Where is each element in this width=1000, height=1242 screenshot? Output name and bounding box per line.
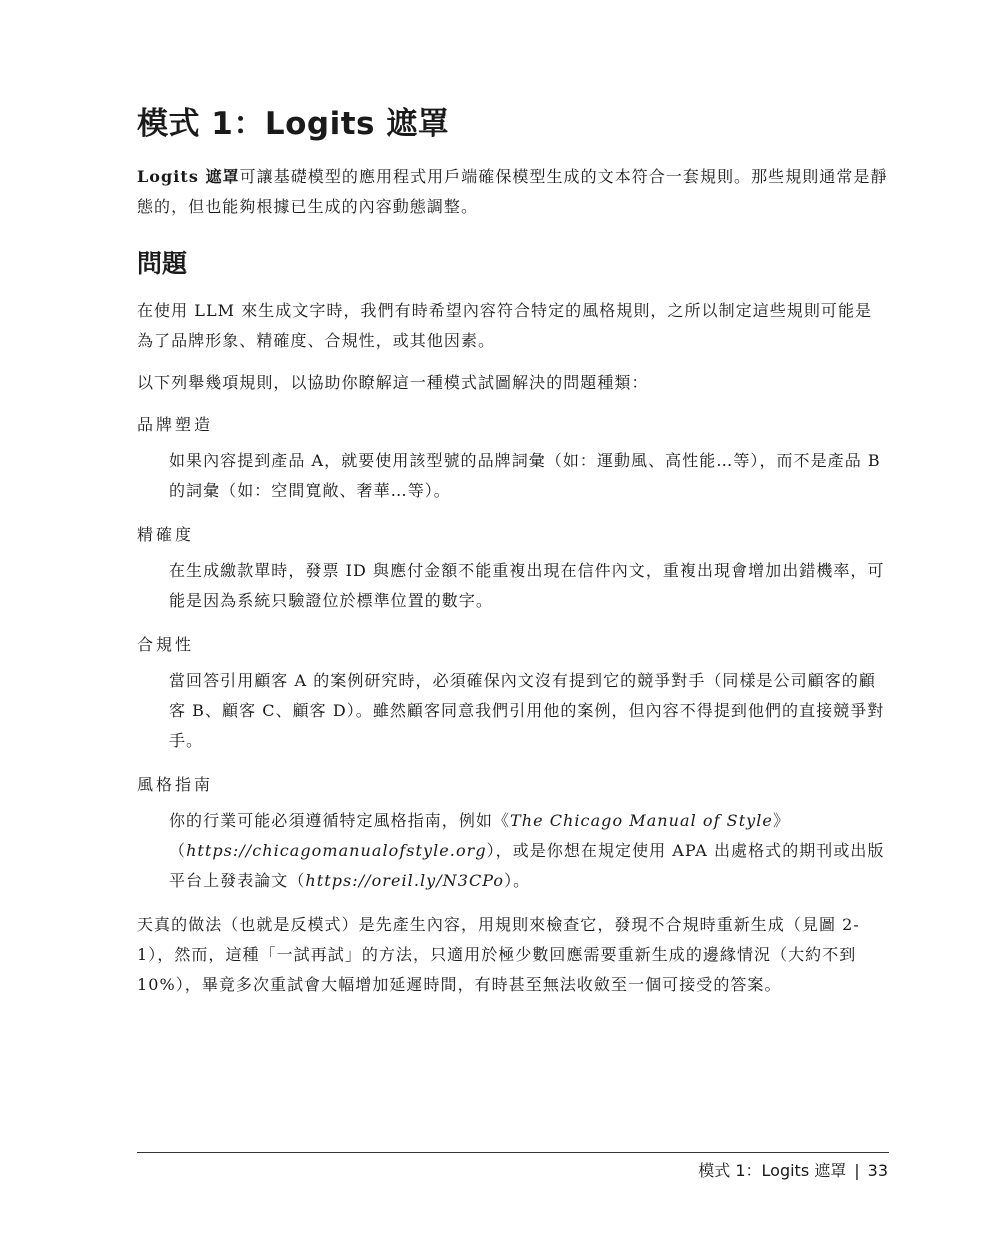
style-url-apa: https://oreil.ly/N3CPo (305, 871, 505, 890)
style-text-2: 》（ (169, 811, 791, 860)
style-text-3: ），或是你想在規定使用 APA 出處格式的期刊或出版平台上發表論文（ (169, 841, 885, 890)
style-book-title: The Chicago Manual of Style (510, 811, 773, 830)
rule-desc-branding: 如果內容提到產品 A，就要使用該型號的品牌詞彙（如：運動風、高性能…等），而不是產品 B 的詞彙（如：空間寬敞、奢華…等）。 (169, 451, 881, 500)
rule-desc-style-guide (169, 806, 889, 896)
footer-separator: | (854, 1161, 860, 1180)
footer-divider (137, 1152, 889, 1153)
section-heading-problem: 問題 (137, 249, 188, 278)
rule-term-branding: 品牌塑造 (137, 415, 214, 434)
style-text-4: ）。 (504, 871, 531, 890)
page-content (137, 100, 889, 1012)
style-url-chicago: https://chicagomanualofstyle.org (186, 841, 487, 860)
rule-term-compliance: 合規性 (137, 635, 195, 654)
intro-lead-term: Logits 遮罩 (137, 167, 240, 186)
page-footer (698, 1158, 888, 1184)
rule-desc-compliance: 當回答引用顧客 A 的案例研究時，必須確保內文沒有提到它的競爭對手（同樣是公司顧客的顧客 B、顧客 C、顧客 D）。雖然顧客同意我們引用他的案例，但內容不得提到他們的直接競爭對手。 (169, 671, 885, 750)
rule-desc-accuracy: 在生成繳款單時，發票 ID 與應付金額不能重複出現在信件內文，重複出現會增加出錯機率，可能是因為系統只驗證位於標準位置的數字。 (169, 561, 885, 610)
footer-page-number: 33 (867, 1161, 888, 1180)
intro-paragraph (137, 162, 889, 222)
problem-paragraph-2: 以下列舉幾項規則，以協助你瞭解這一種模式試圖解決的問題種類： (137, 373, 649, 392)
style-text-1: 你的行業可能必須遵循特定風格指南，例如《 (169, 811, 511, 830)
anti-pattern-paragraph: 天真的做法（也就是反模式）是先產生內容，用規則來檢查它，發現不合規時重新生成（見圖 2-1），然而，這種「一試再試」的方法，只適用於極少數回應需要重新生成的邊緣情況（大約不到 10%），畢竟多次重試會大幅增加延遲時間，有時甚至無法收斂至一個可接受的答案。 (137, 915, 860, 994)
rule-term-accuracy: 精確度 (137, 525, 195, 544)
footer-chapter-title: 模式 1：Logits 遮罩 (698, 1161, 847, 1180)
intro-text: 可讓基礎模型的應用程式用戶端確保模型生成的文本符合一套規則。那些規則通常是靜態的，但也能夠根據已生成的內容動態調整。 (137, 167, 888, 216)
page-title: 模式 1：Logits 遮罩 (137, 106, 450, 142)
rule-term-style-guide: 風格指南 (137, 775, 214, 794)
problem-paragraph-1: 在使用 LLM 來生成文字時，我們有時希望內容符合特定的風格規則，之所以制定這些規則可能是為了品牌形象、精確度、合規性，或其他因素。 (137, 301, 873, 350)
